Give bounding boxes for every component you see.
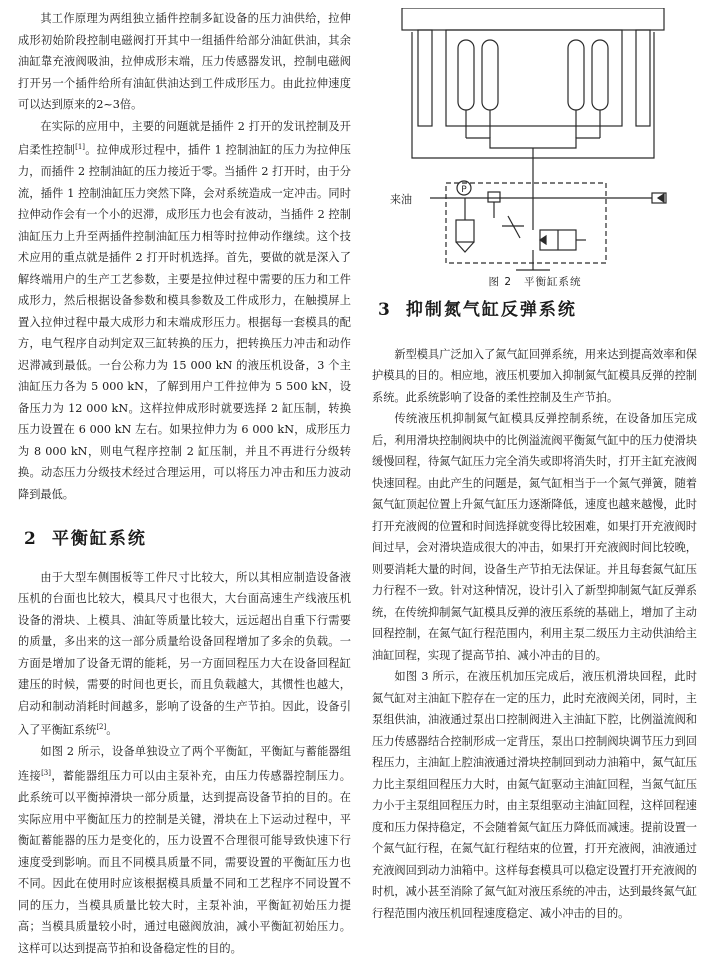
section-heading-balance-cylinder	[18, 529, 351, 551]
frame-right-column	[636, 30, 650, 126]
throttle-valve-icon	[488, 192, 500, 202]
paragraph-text: 由于大型车侧围板等工件尺寸比较大，所以其相应制造设备液压机的台面也比较大，模具尺寸也很大，大台面高速生产线液压机设备的滑块、上模具、油缸等质量比较大，远远超出自重下行需要的质量，多出来的这一部分质量给设备回程增加了多余的负载。一方面是增加了设备无谓的能耗，另一方面回程压力大在设备回程缸建压的时候，需要的时间也更长，而且负载越大，其惯性也越大，启动和制动消耗时间越多，影响了设备的生产节拍。因此，设备引入了平衡缸系统	[18, 570, 351, 737]
section-title: 抑制氮气缸反弹系统	[405, 300, 577, 320]
paragraph-text: 如图 2 所示，设备单独设立了两个平衡缸，平衡缸与蓄能器组连接	[18, 745, 351, 783]
slide-block	[446, 30, 622, 126]
paragraph-nitrogen-traditional: 传统液压机抑制氮气缸模具反弹控制系统，在设备加压完成后，利用滑块控制阀块中的比例溢流阀平衡氮气缸中的压力使滑块缓慢回程，待氮气缸压力完全消失或即将消失时，打开主缸充液阀快速回程。由此产生的问题是，氮气缸相当于一个氮气弹簧，随着氮气缸顶起位置上升氮气缸压力逐渐降低，速度也越来越慢，此时打开充液阀的位置和时间选择就变得比较困难，如果打开充液阀时间过早，会对滑块造成很大的冲击，如果打开充液阀时间比较晚，则要消耗大量的时间，设备生产节拍无法保证。并且每套氮气缸压力行程不一致。针对这种情况，设计引入了新型抑制氮气缸反弹系统，在传统抑制氮气缸模具反弹的液压系统的基础上，增加了主动回程控制，在氮气缸行程范围内，利用主泵二级压力主动供油给主油缸回程，实现了提高节拍、减小冲击的目的。	[372, 412, 697, 662]
paragraph-working-principle: 其工作原理为两组独立插件控制多缸设备的压力油供给，拉伸成形初始阶段控制电磁阀打开其中一组插件给部分油缸供油，其余油缸靠充液阀吸油，拉伸成形末端，压力传感器发讯，控制电磁阀打开另一个插件给所有油缸供油达到工件成形压力。由此拉伸速度可以达到原来的2~3倍。	[18, 12, 351, 111]
section-number: 2	[24, 529, 38, 550]
paragraph-text: ，蓄能器组压力可以由主泵补充，由压力传感器控制压力。此系统可以平衡掉滑块一部分质量，达到提高设备节拍的目的。在实际应用中平衡缸压力的控制是关键，滑块在上下运动过程中，平衡缸蓄能器的压力是变化的，压力设置不合理很可能导致快速下行速度受到影响。而且不同模具质量不同，需要设置的平衡缸压力也不同。因此在使用时应该根据模具质量不同和工艺程序不同设置不同的压力，当模具质量比较大时，主泵补油，平衡缸初始压力提高；当模具质量较小时，通过电磁阀放油，减小平衡缸初始压力。这样可以达到提高节拍和设备稳定性的目的。	[18, 769, 351, 955]
section-heading-nitrogen-cylinder	[372, 300, 697, 322]
right-column	[372, 8, 697, 924]
figure-caption	[390, 272, 680, 294]
paragraph-text: 。	[106, 723, 118, 737]
left-column	[18, 8, 351, 959]
paragraph-text: 在实际的应用中，主要的问题就是插件 2 打开的发讯控制及开启柔性控制	[18, 119, 351, 157]
section-number: 3	[378, 300, 392, 320]
inlet-label: 来油	[390, 193, 412, 206]
paragraph-nitrogen-figure3: 如图 3 所示，在液压机加压完成后，液压机滑块回程，此时氮气缸对主油缸下腔存在一定的压力，此时充液阀关闭，同时，主泵组供油，油液通过泵出口控制阀进入主油缸下腔，比例溢流阀和压力传感器结合控制形成一定背压，泵出口控制阀块调节压力到回程压力，主油缸上腔油液通过滑块控制回到动力油箱中，氮气缸压力比主泵组回程压力大时，由氮气缸驱动主油缸回程，当氮气缸压力小于主泵组回程压力时，由主泵组驱动主油缸回程，这样回程速度和压力保持稳定，不会随着氮气缸压力降低而减速。提前设置一个氮气缸行程，在氮气缸行程结束的位置，打开充液阀，油液通过充液阀回到动力油箱中。这样每套模具可以稳定设置打开充液阀的时机，减小甚至消除了氮气缸对液压系统的冲击，达到最终氮气缸行程范围内液压机回程速度稳定、减小冲击的目的。	[372, 670, 697, 920]
citation-ref: [2]	[96, 723, 107, 732]
caption-number: 图 2	[488, 276, 513, 288]
frame-left-column	[418, 30, 432, 126]
caption-title: 平衡缸系统	[524, 276, 582, 288]
accumulator-icon	[568, 40, 584, 110]
paragraph-nitrogen-intro: 新型模具广泛加入了氮气缸回弹系统，用来达到提高效率和保护模具的目的。相应地，液压机要加入抑制氮气缸模具反弹的控制系统。此系统影响了设备的柔性控制及生产节拍。	[372, 347, 697, 404]
paragraph-balance-detail	[18, 741, 351, 959]
citation-ref: [1]	[75, 143, 86, 151]
paragraph-text: 。拉伸成形过程中，插件 1 控制油缸的压力为拉伸压力，而插件 2 控制油缸的压力接近于零。当插件 2 打开时，由于分流，插件 1 控制油缸压力突然下降，会对系统造成一定冲击。同时拉伸动作会有一个小的迟滞，成形压力也会有波动，当插件 2 控制油缸压力上升至两插件控制油缸压力相等时拉伸动作继续。这个技术应用的重点就是插件 2 打开时机选择。首先，要做的就是深入了解终端用户的生产工艺参数，主要是拉伸过程中需要的压力和工件成形力，然后根据设备参数和模具参数及工件成形力，在触摸屏上置入拉伸过程中最大成形力和末端成形压力。根据每一套模具的配方，电气程序自动判定双三缸转换的压力，把转换压力冲击和动作迟滞减到最低。一台公称力为 15 000 kN 的液压机设备，3 个主油缸压力各为 5 000 kN，了解到用户工件拉伸为 5 500 kN，设备压力为 12 000 kN。这样拉伸成形时就要选择 2 缸压制，转换压力设置在 6 000 kN 左右。如果拉伸力为 6 000 kN，成形压力为 8 000 kN，则电气程序控制 2 缸压制，并且不再进行分级转换。动态压力分级技术经过合理运用，可以将压力冲击和压力波动降到最低。	[18, 143, 351, 501]
press-crown	[402, 8, 664, 30]
valve-block	[446, 183, 606, 263]
relief-valve-icon	[456, 220, 474, 242]
paragraph-plugin-control	[18, 116, 351, 506]
accumulator-icon	[592, 40, 608, 110]
paragraph-balance-intro	[18, 567, 351, 742]
figure-balance-cylinder-system	[390, 8, 680, 292]
section-title: 平衡缸系统	[51, 529, 147, 550]
accumulator-icon	[482, 40, 498, 110]
accumulator-icon	[458, 40, 474, 110]
hydraulic-schematic	[390, 8, 680, 278]
citation-ref: [3]	[41, 768, 51, 777]
sensor-label-icon: P	[461, 185, 467, 195]
